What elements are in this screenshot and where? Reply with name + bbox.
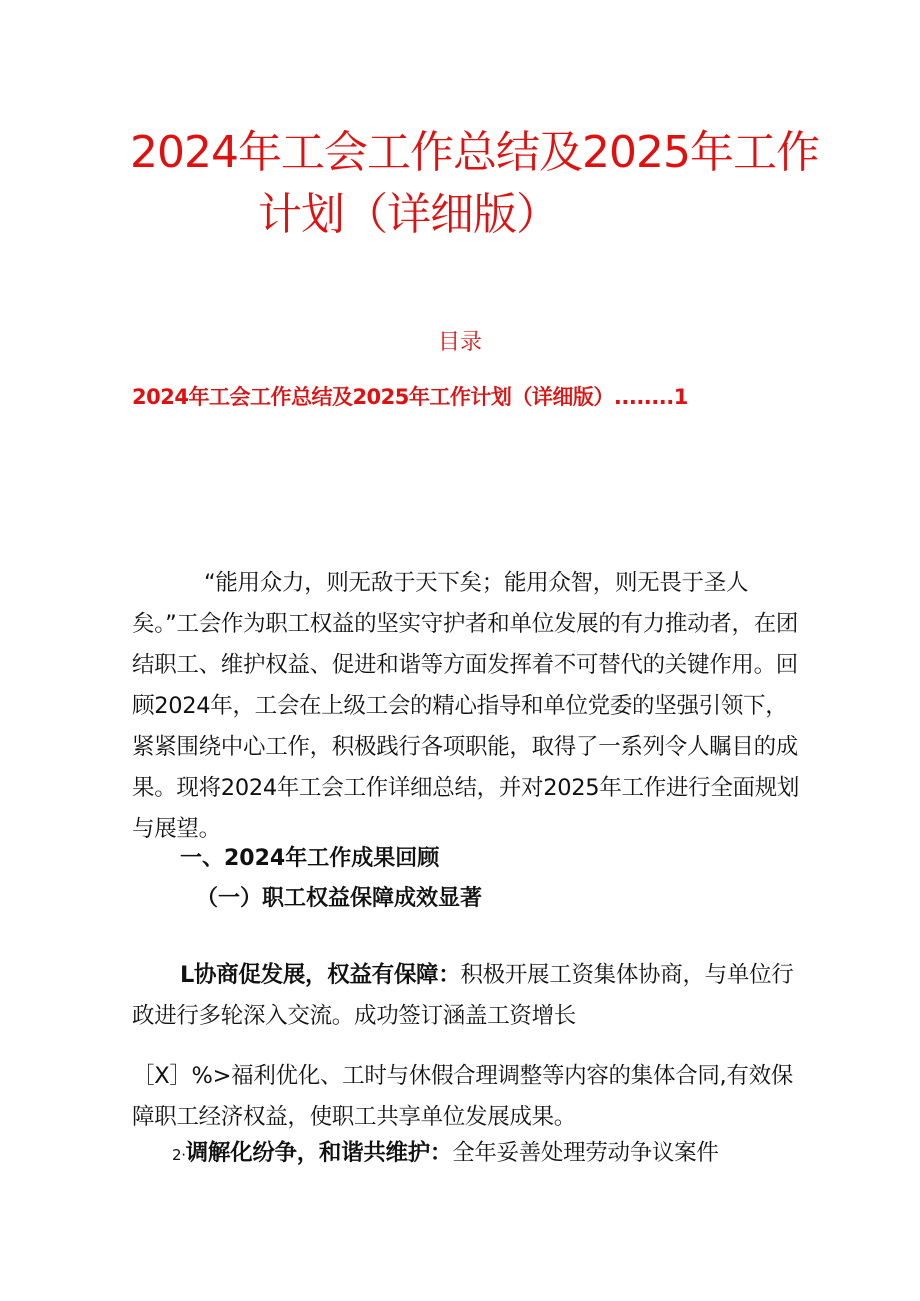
toc-heading: 目录: [437, 330, 482, 355]
toc-entry-link[interactable]: 2024年工会工作总结及2025年工作计划（详细版）........1: [132, 385, 688, 409]
list-item-1-text: 积极开展工资集体协商，与单位行政进行多轮深入交流。成功签订涵盖工资增长: [132, 962, 794, 1029]
title-line-1: 2024年工会工作总结及2025年工作: [130, 127, 819, 178]
list-item-1-continued: ［X］%>福利优化、工时与休假合理调整等内容的集体合同,有效保障职工经济权益，使职工共享单位发展成果。: [132, 1063, 793, 1130]
list-item-1-lead: L协商促发展，权益有保障：: [180, 962, 461, 988]
list-item-2-number: 2·: [172, 1146, 186, 1164]
subsection-heading: （一）职工权益保障成效显著: [196, 886, 483, 911]
document-title: [130, 122, 830, 246]
list-item-2-text: 全年妥善处理劳动争议案件: [452, 1140, 719, 1166]
list-item-2-lead: 调解化纷争，和谐共维护：: [185, 1140, 453, 1166]
section-heading: 一、2024年工作成果回顾: [180, 846, 440, 871]
list-item-2: [132, 1133, 802, 1176]
title-line-2: 计划（详细版）: [258, 189, 559, 240]
list-item-1: [132, 955, 802, 1037]
intro-paragraph: “能用众力，则无敌于天下矣；能用众智，则无畏于圣人矣。”工会作为职工权益的坚实守护者和单位发展的有力推动者，在团结职工、维护权益、促进和谐等方面发挥着不可替代的关键作用。回顾2024年，工会在上级工会的精心指导和单位党委的坚强引领下，紧紧围绕中心工作，积极践行各项职能，取得了一系列令人瞩目的成果。现将2024年工会工作详细总结，并对2025年工作进行全面规划与展望。: [132, 570, 800, 842]
